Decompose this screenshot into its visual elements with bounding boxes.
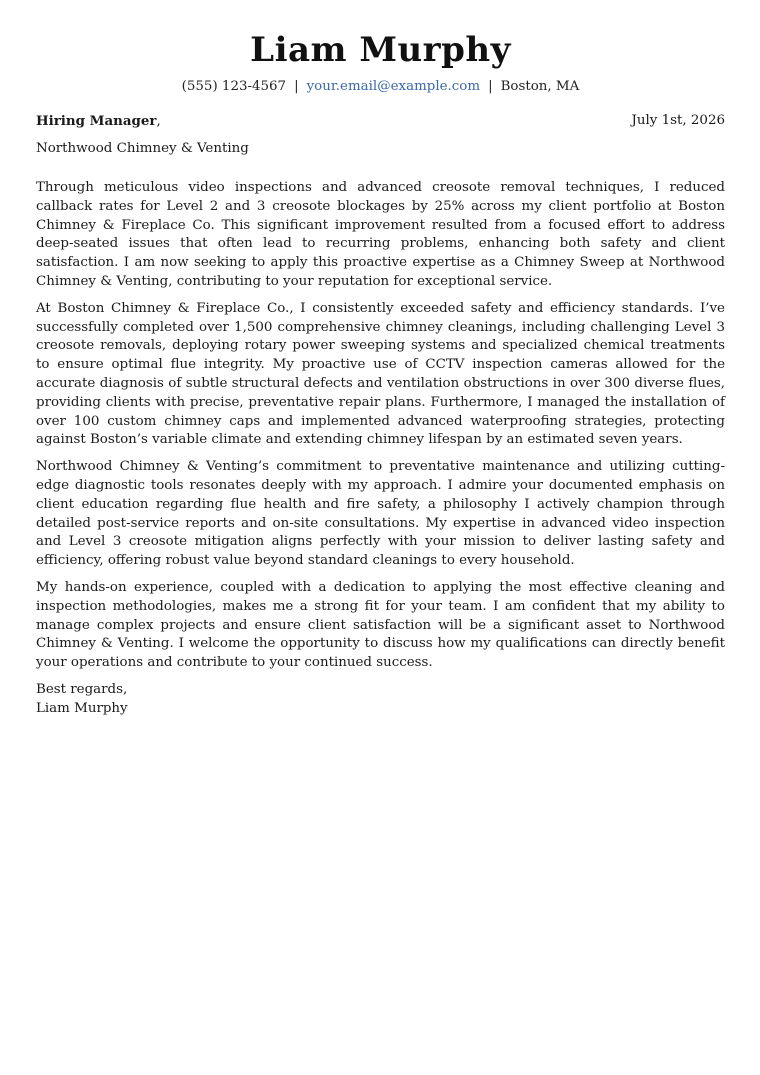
closing-salutation: Best regards, bbox=[36, 681, 128, 697]
location: Boston, MA bbox=[500, 79, 580, 94]
body-paragraph: Northwood Chimney & Venting’s commitment to preventative maintenance and utilizing cutting-edge diagnostic tools resonates deeply with my approach. I admire your documented emphasis on client education regarding flue health and fire safety, a philosophy I actively champion through detailed post-service reports and on-site consultations. My expertise in advanced video inspection and Level 3 creosote mitigation aligns perfectly with your mission to deliver lasting safety and efficiency, offering robust value beyond standard cleanings to every household. bbox=[36, 459, 725, 569]
body-paragraph: At Boston Chimney & Fireplace Co., I consistently exceeded safety and efficiency standards. I’ve successfully completed over 1,500 comprehensive chimney cleanings, including challenging Level 3 creosote removals, deploying rotary power sweeping systems and specialized chemical treatments to ensure optimal flue integrity. My proactive use of CCTV inspection cameras allowed for the accurate diagnosis of subtle structural defects and ventilation obstructions in over 300 diverse flues, providing clients with precise, preventative repair plans. Furthermore, I managed the installation of over 100 custom chimney caps and implemented advanced waterproofing strategies, protecting against Boston’s variable climate and extending chimney lifespan by an estimated seven years. bbox=[36, 300, 725, 448]
recipient-company: Northwood Chimney & Venting bbox=[36, 141, 249, 156]
recipient-name: Hiring Manager bbox=[36, 113, 157, 129]
letter-date: July 1st, 2026 bbox=[631, 113, 725, 128]
applicant-name: Liam Murphy bbox=[250, 30, 511, 70]
letter-body bbox=[36, 179, 725, 673]
recipient-date-row bbox=[36, 112, 725, 131]
body-paragraph: My hands-on experience, coupled with a dedication to applying the most effective cleaning and inspection methodologies, makes me a strong fit for your team. I am confident that my ability to manage complex projects and ensure client satisfaction will be a significant asset to Northwood Chimney & Venting. I welcome the opportunity to discuss how my qualifications can directly benefit your operations and contribute to your continued success. bbox=[36, 579, 725, 671]
cover-letter-page bbox=[36, 0, 725, 719]
contact-line bbox=[36, 78, 725, 96]
body-paragraph: Through meticulous video inspections and advanced creosote removal techniques, I reduced callback rates for Level 2 and 3 creosote blockages by 25% across my client portfolio at Boston Chimney & Fireplace Co. This significant improvement resulted from a focused effort to address deep-seated issues that often lead to recurring problems, enhancing both safety and client satisfaction. I am now seeking to apply this proactive expertise as a Chimney Sweep at Northwood Chimney & Venting, contributing to your reputation for exceptional service. bbox=[36, 180, 725, 289]
contact-separator: | bbox=[488, 79, 493, 94]
recipient-line bbox=[36, 112, 161, 131]
letter-closing bbox=[36, 681, 725, 719]
phone-number: (555) 123-4567 bbox=[181, 79, 287, 94]
closing-signature: Liam Murphy bbox=[36, 700, 128, 716]
contact-separator: | bbox=[294, 79, 299, 94]
recipient-comma: , bbox=[156, 114, 161, 129]
email-link[interactable]: your.email@example.com bbox=[306, 79, 481, 94]
